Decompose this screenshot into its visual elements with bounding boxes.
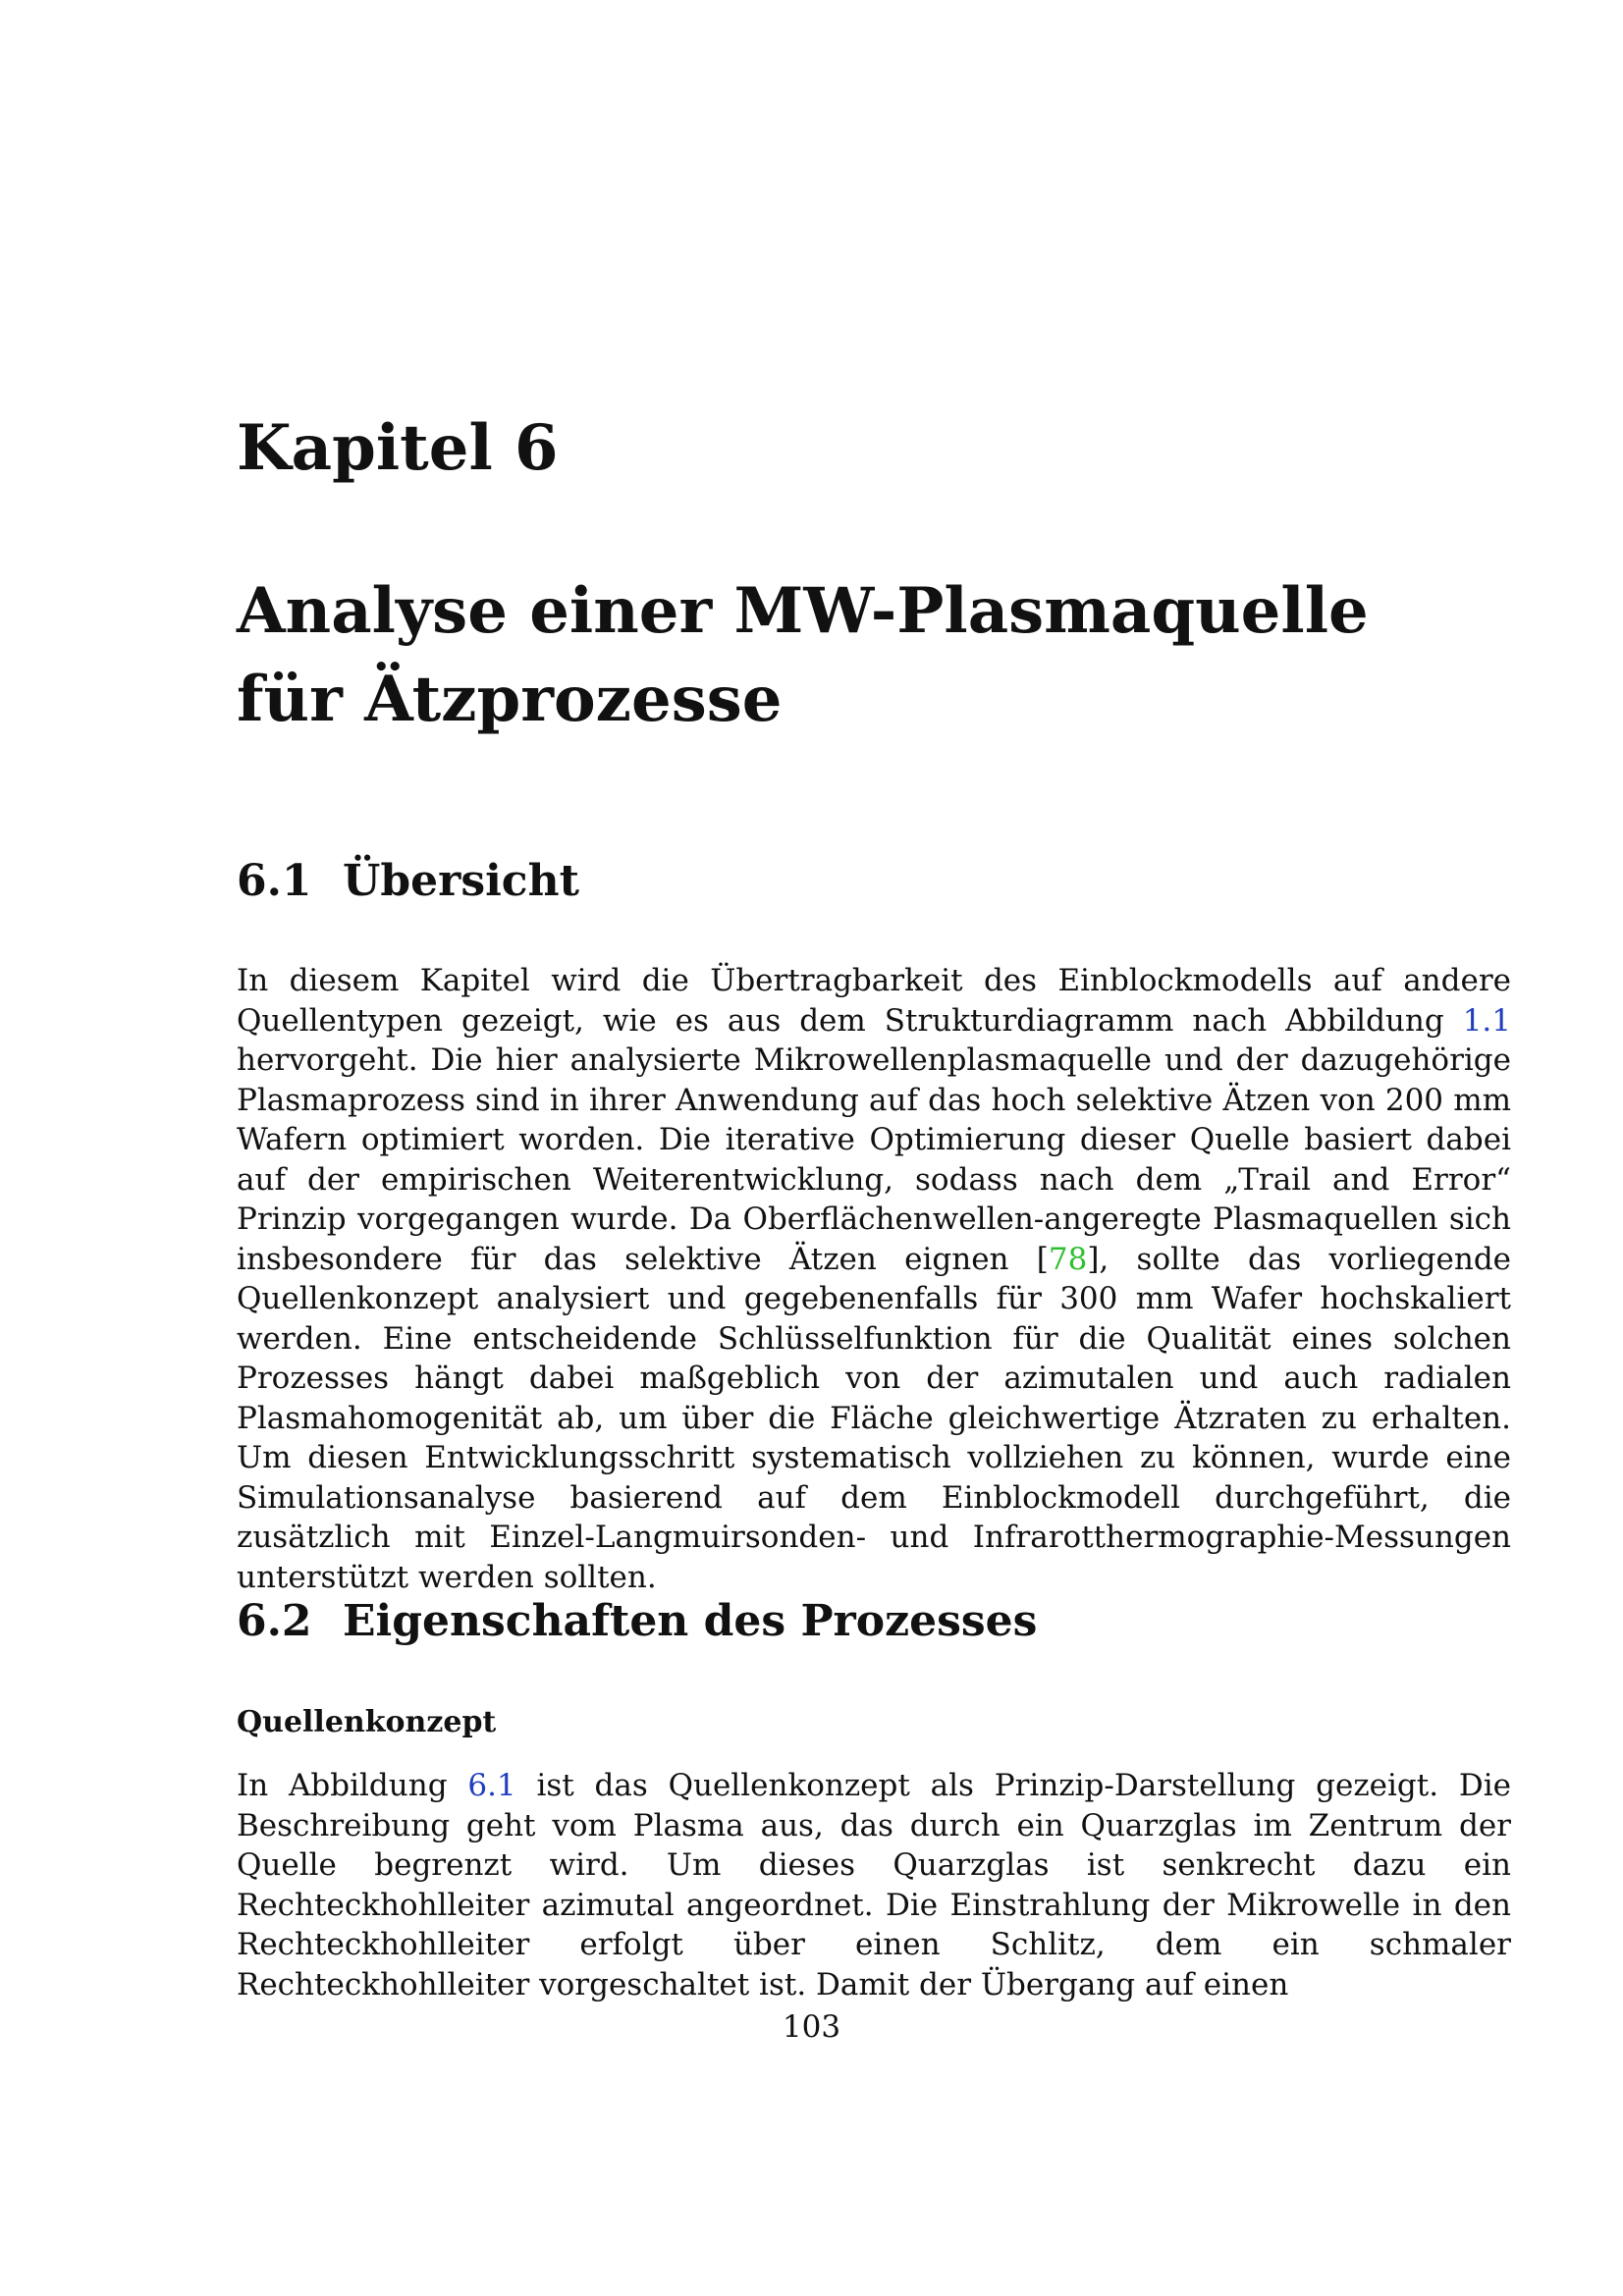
chapter-label: Kapitel 6 xyxy=(237,411,559,485)
chapter-title: Analyse einer MW-Plasmaquelle für Ätzprozesse xyxy=(237,574,1369,736)
figure-reference-link[interactable]: 1.1 xyxy=(1462,1002,1511,1039)
subheading-source-concept: Quellenkonzept xyxy=(237,1705,497,1739)
page-number: 103 xyxy=(782,2009,841,2045)
section-title: Übersicht xyxy=(343,856,579,906)
section-title: Eigenschaften des Prozesses xyxy=(343,1596,1038,1646)
overview-paragraph xyxy=(237,961,1511,1597)
paragraph-text: ist das Quellenkonzept als Prinzip-Darstellung gezeigt. Die Beschreibung geht vom Plasma aus, das durch ein Quarzglas im Zentrum der Quelle begrenzt wird. Um dieses Quarzglas ist senkrecht dazu ein Rechteckhohlleiter azimutal angeordnet. Die Einstrahlung der Mikrowelle in den Rechteckhohlleiter erfolgt über einen Schlitz, dem ein schmaler Rechteckhohlleiter vorgeschaltet ist. Damit der Übergang auf einen xyxy=(237,1768,1511,2002)
paragraph-text: ], sollte das vorliegende Quellenkonzept analysiert und gegebenenfalls für 300 mm Wafer hochskaliert werden. Eine entscheidende Schlüsselfunktion für die Qualität eines solchen Prozesses hängt dabei maßgeblich von der azimutalen und auch radialen Plasmahomogenität ab, um über die Fläche gleichwertige Ätzraten zu erhalten. Um diesen Entwicklungsschritt systematisch vollziehen zu können, wurde eine Simulationsanalyse basierend auf dem Einblockmodell durchgeführt, die zusätzlich mit Einzel-Langmuirsonden- und Infrarotthermographie-Messungen unterstützt werden sollten. xyxy=(237,1241,1512,1595)
source-concept-paragraph xyxy=(237,1766,1511,2004)
section-heading-overview xyxy=(237,856,1511,907)
section-number: 6.1 xyxy=(237,856,312,906)
figure-reference-link[interactable]: 6.1 xyxy=(467,1768,516,1803)
paragraph-text: In Abbildung xyxy=(237,1768,468,1803)
paragraph-text: In diesem Kapitel wird die Übertragbarkeit des Einblockmodells auf andere Quellentypen gezeigt, wie es aus dem Strukturdiagramm nach Abbildung xyxy=(237,963,1511,1039)
section-heading-properties xyxy=(237,1596,1511,1647)
citation-link[interactable]: 78 xyxy=(1048,1241,1088,1277)
section-number: 6.2 xyxy=(237,1596,312,1646)
paragraph-text: hervorgeht. Die hier analysierte Mikrowellenplasmaquelle und der dazugehörige Plasmaprozess sind in ihrer Anwendung auf das hoch selektive Ätzen von 200 mm Wafern optimiert worden. Die iterative Optimierung dieser Quelle basiert dabei auf der empirischen Weiterentwicklung, sodass nach dem „Trail and Error“ Prinzip vorgegangen wurde. Da Oberflächenwellen-angeregte Plasmaquellen sich insbesondere für das selektive Ätzen eignen [ xyxy=(237,1042,1511,1277)
